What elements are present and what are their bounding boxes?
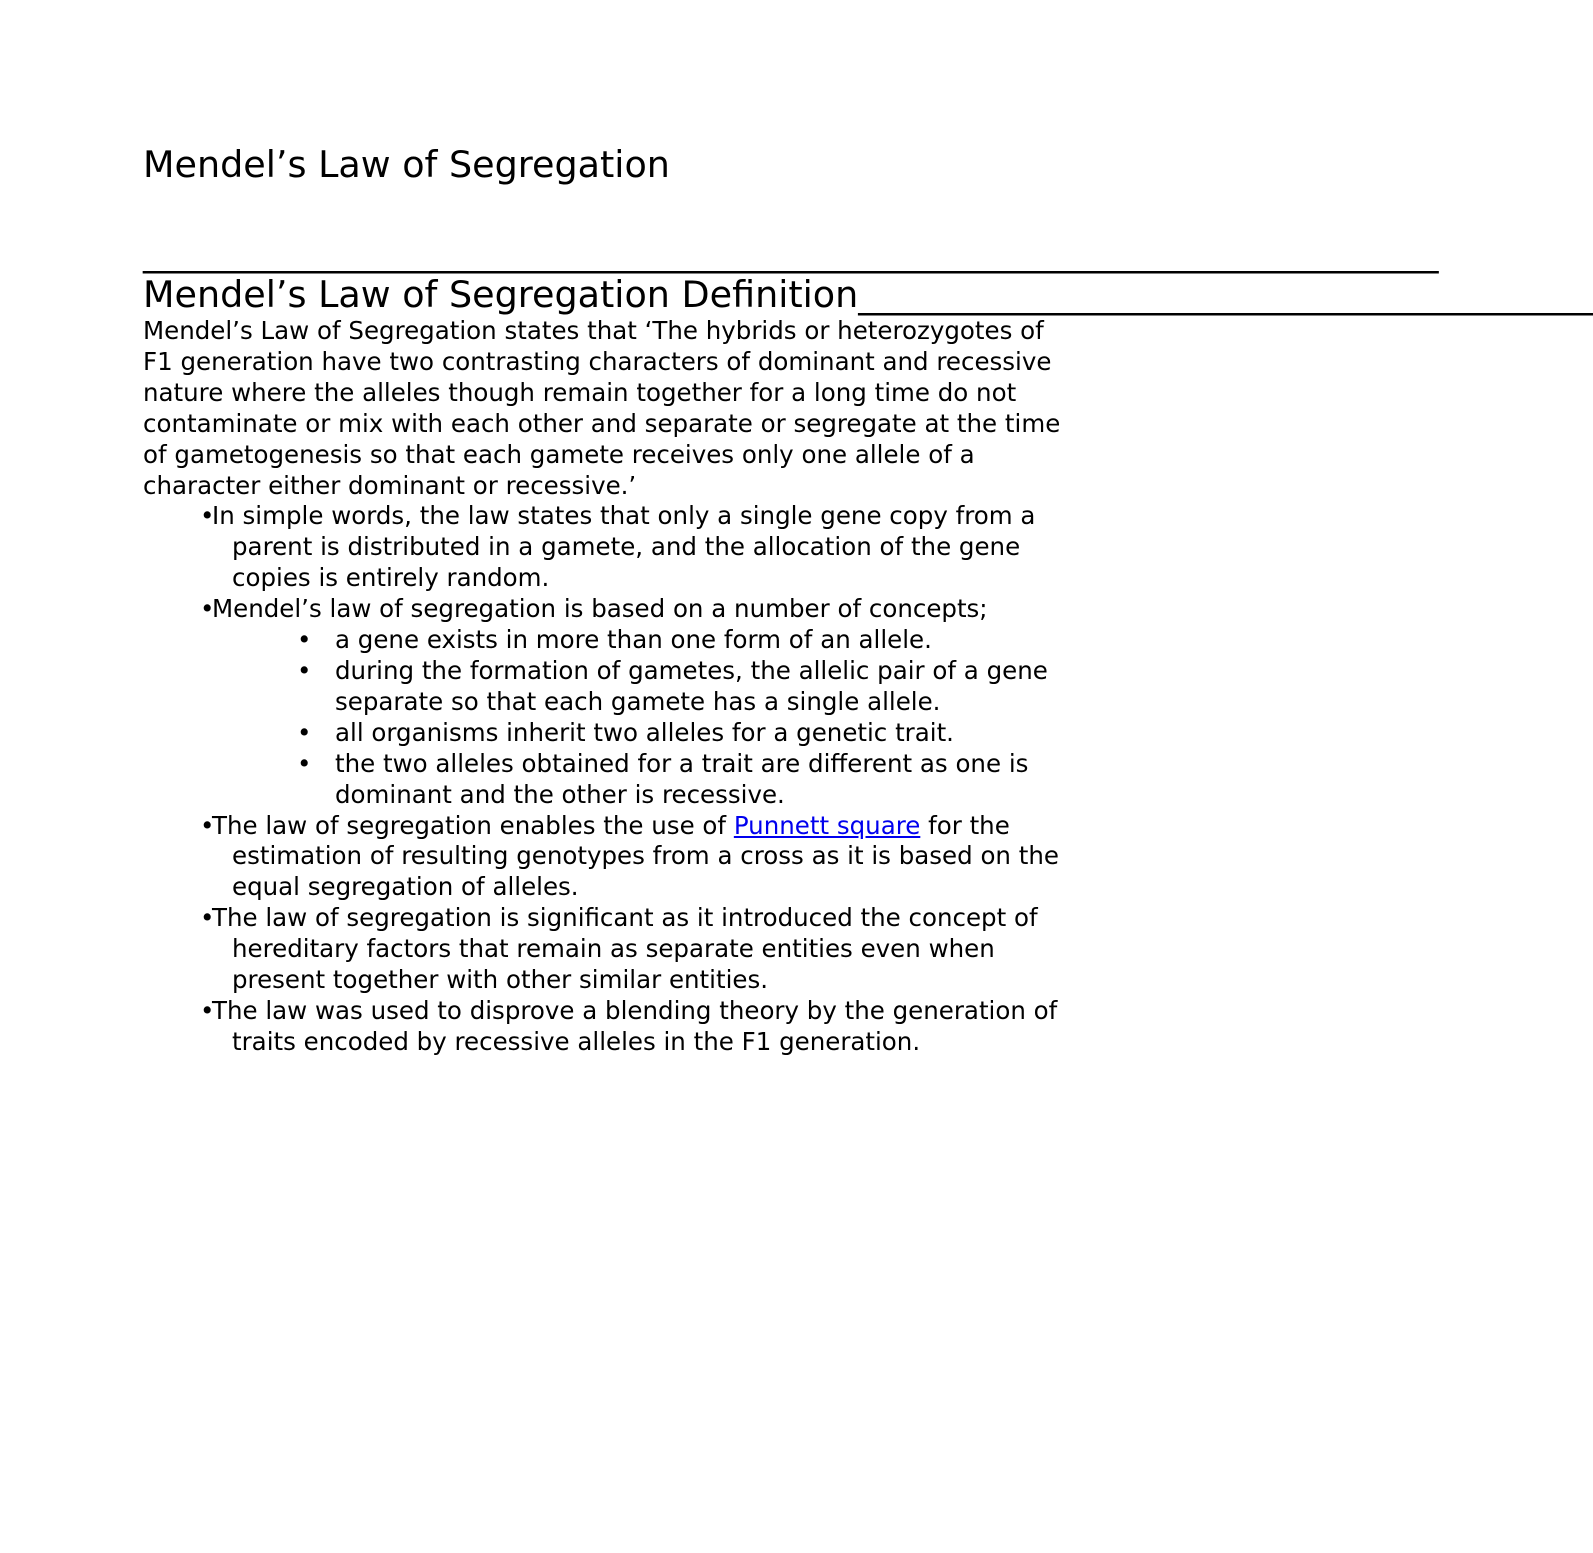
list-item bbox=[143, 903, 1064, 996]
list-item bbox=[143, 811, 1064, 904]
sub-list-item-text: a gene exists in more than one form of an allele. bbox=[335, 625, 932, 655]
sub-list-item-text: the two alleles obtained for a trait are different as one is dominant and the other is recessive. bbox=[335, 748, 1029, 809]
sub-list-item bbox=[163, 749, 1085, 811]
section-heading-line bbox=[143, 272, 1593, 318]
definition-paragraph: Mendel’s Law of Segregation states that ‘The hybrids or heterozygotes of F1 generation have two contrasting characters of dominant and recessive nature where the alleles though remain together for a long time do not contaminate or mix with each other and separate or segregate at the time of gametogenesis so that each gamete receives only one allele of a character either dominant or recessive.’ bbox=[143, 316, 1061, 500]
list-item-text-after-link: for the estimation of resulting genotypes from a cross as it is based on the equal segregation of alleles. bbox=[232, 810, 1059, 902]
sub-list-item bbox=[163, 625, 1085, 656]
list-item bbox=[143, 594, 1064, 810]
heading-underscore-trail: __________________________________________ bbox=[858, 275, 1593, 316]
sub-list-item-text: during the formation of gametes, the allelic pair of a gene separate so that each gamete has a single allele. bbox=[335, 655, 1048, 716]
sub-list-item-text: all organisms inherit two alleles for a genetic trait. bbox=[335, 717, 954, 747]
list-item-text: In simple words, the law states that only a single gene copy from a parent is distributed in a gamete, and the allocation of the gene copies is entirely random. bbox=[212, 501, 1036, 593]
punnett-square-link[interactable]: Punnett square bbox=[733, 810, 921, 840]
sub-bullet-list bbox=[163, 625, 1064, 810]
bullet-icon: • bbox=[297, 748, 312, 778]
bullet-icon: • bbox=[297, 625, 312, 655]
sub-list-item bbox=[163, 718, 1085, 749]
section-heading: Mendel’s Law of Segregation Definition bbox=[143, 273, 859, 316]
document-body bbox=[143, 316, 1063, 1058]
list-item-text: The law was used to disprove a blending theory by the generation of traits encoded by recessive alleles in the F1 generation. bbox=[212, 995, 1058, 1056]
list-item-text: Mendel’s law of segregation is based on a number of concepts; bbox=[212, 594, 988, 624]
list-item-text: The law of segregation is significant as it introduced the concept of hereditary factors that remain as separate entities even when present together with other similar entities. bbox=[212, 903, 1038, 995]
sub-list-item bbox=[163, 656, 1085, 718]
list-item bbox=[143, 996, 1064, 1058]
page-title: Mendel’s Law of Segregation bbox=[143, 143, 670, 186]
bullet-icon: • bbox=[297, 717, 312, 747]
bullet-icon: • bbox=[297, 655, 312, 685]
underscore-rule: __________________________________________________________________________ bbox=[143, 233, 1438, 274]
list-item-text-before-link: The law of segregation enables the use of bbox=[212, 810, 734, 840]
bullet-list bbox=[143, 501, 1063, 1057]
list-item bbox=[143, 501, 1064, 594]
